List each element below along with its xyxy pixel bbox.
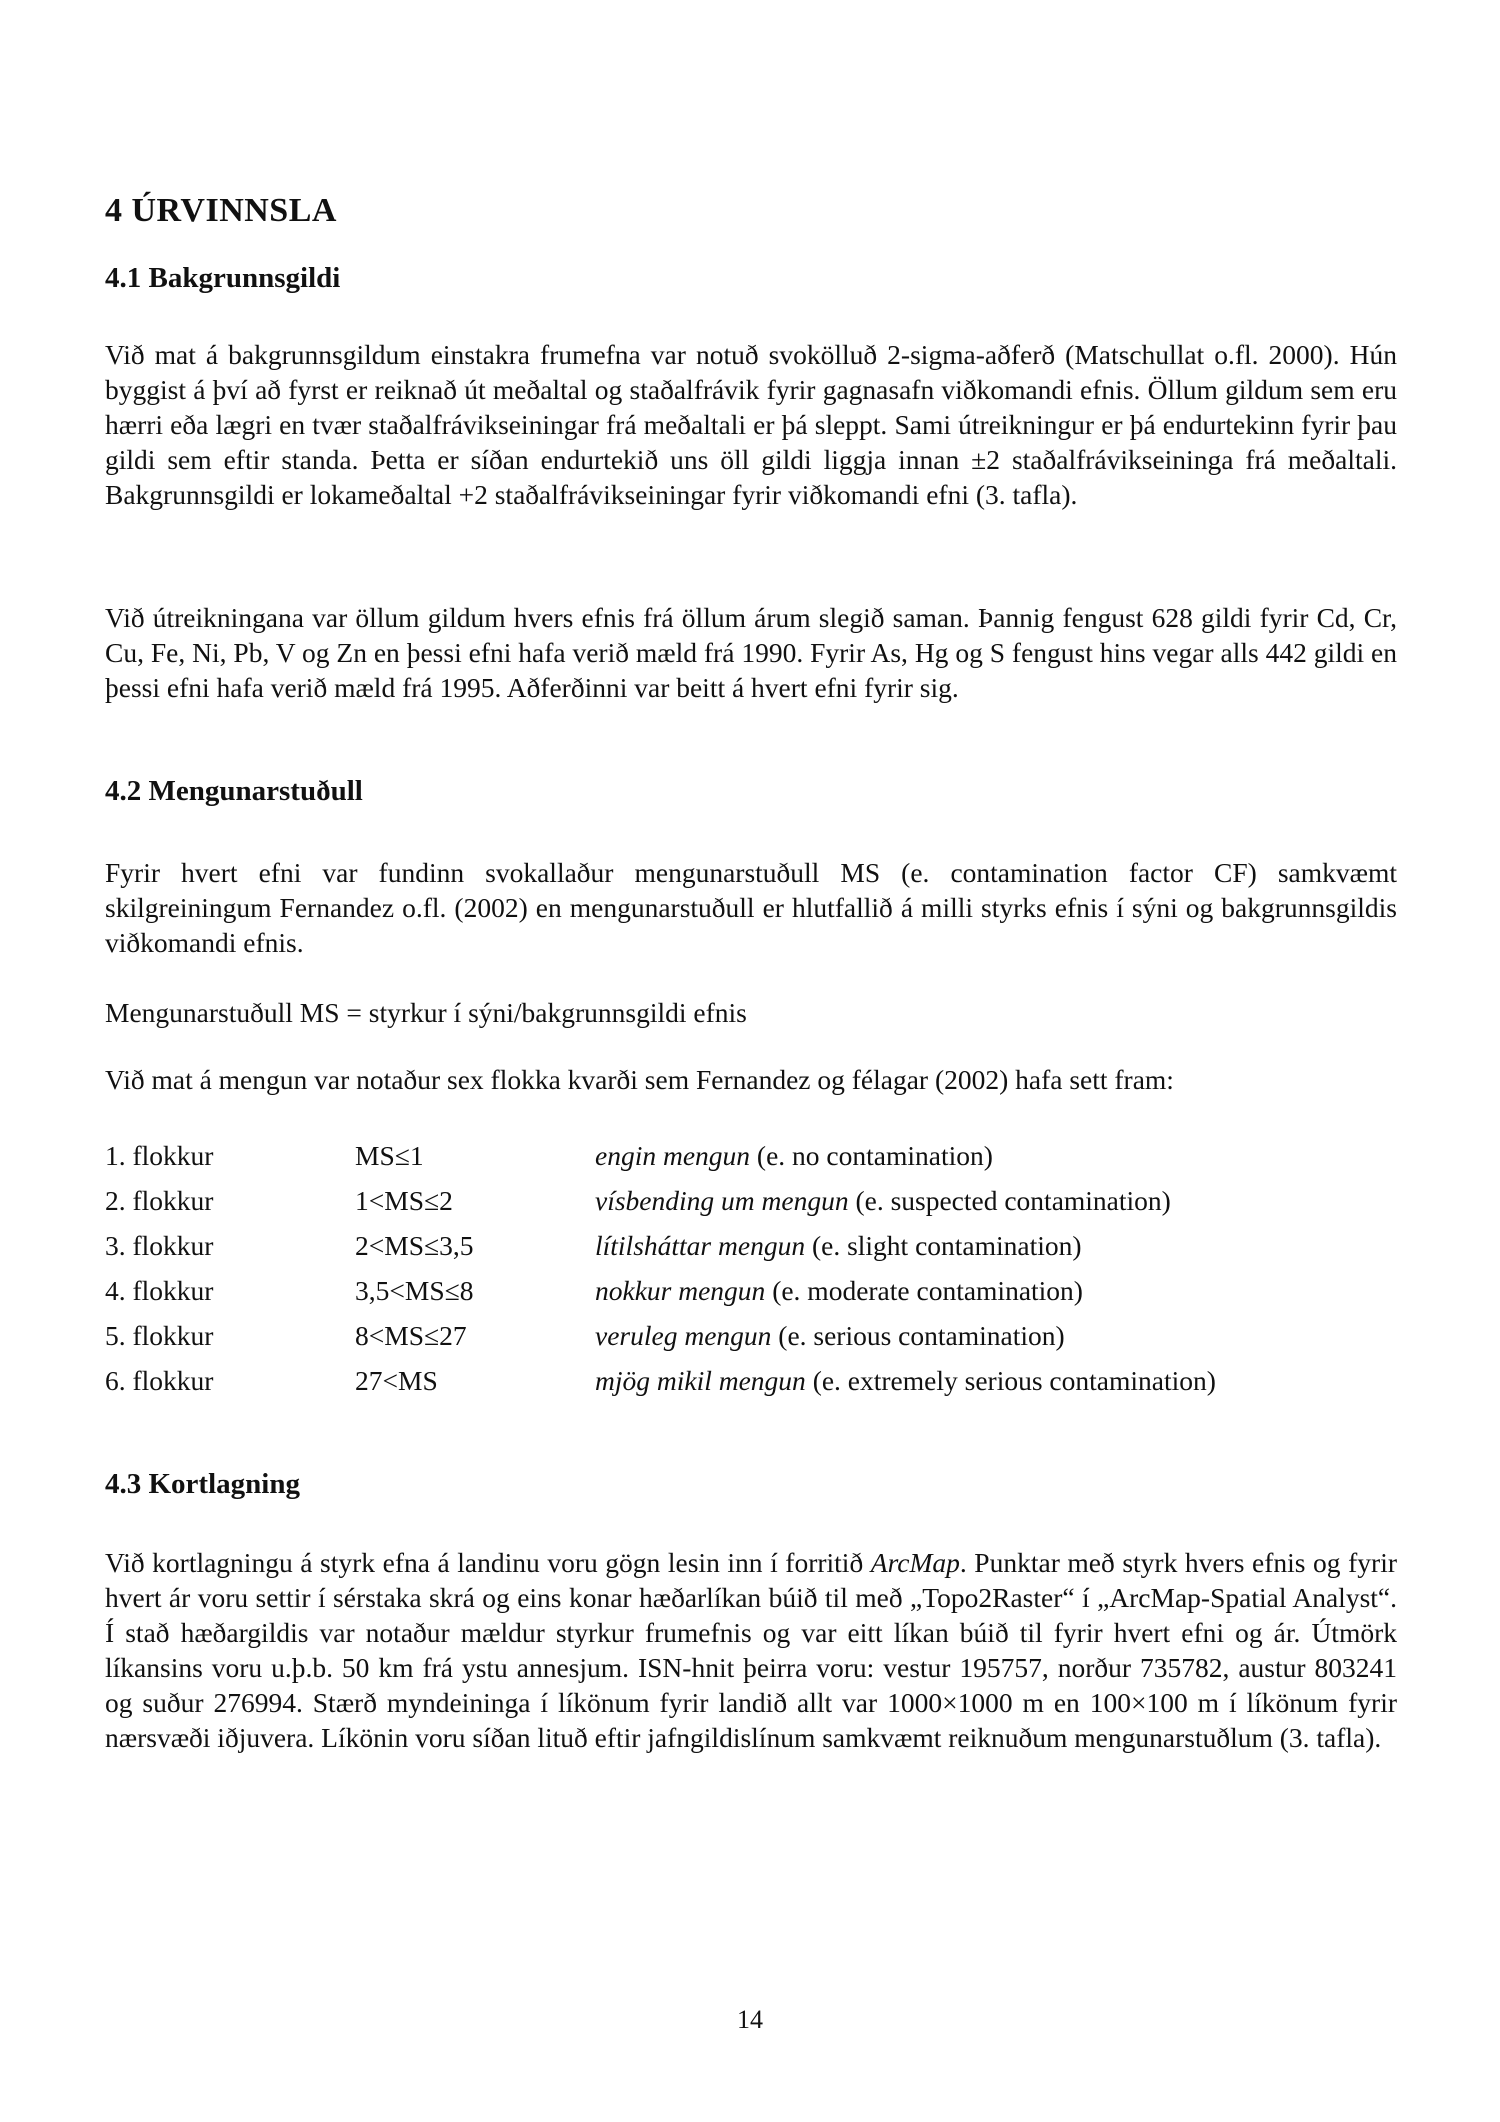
class-label-icelandic: veruleg mengun	[595, 1320, 772, 1351]
section-heading-kortlagning: 4.3 Kortlagning	[105, 1468, 300, 1500]
page-number: 14	[737, 2005, 763, 2034]
paragraph-bakgrunnsgildi-2: Við útreikningana var öllum gildum hvers efnis frá öllum árum slegið saman. Þannig fengust 628 gildi fyrir Cd, Cr, Cu, Fe, Ni, Pb, V og Zn en þessi efni hafa verið mæld frá 1990. Fyrir As, Hg og S fengust hins vegar alls 442 gildi en þessi efni hafa verið mæld frá 1995. Aðferðinni var beitt á hvert efni fyrir sig.	[105, 602, 1397, 703]
classification-row	[105, 1320, 1397, 1365]
class-range: 27<MS	[355, 1365, 438, 1396]
class-description	[595, 1230, 1082, 1262]
kortlagning-text-before-arcmap: Við kortlagningu á styrk efna á landinu voru gögn lesin inn í forritið	[105, 1547, 871, 1578]
classification-row	[105, 1275, 1397, 1320]
classification-row	[105, 1140, 1397, 1185]
main-heading: 4 ÚRVINNSLA	[105, 192, 337, 229]
class-description	[595, 1185, 1171, 1217]
class-number: 5. flokkur	[105, 1320, 214, 1351]
class-label-english: (e. moderate contamination)	[772, 1275, 1083, 1306]
section-heading-bakgrunnsgildi: 4.1 Bakgrunnsgildi	[105, 262, 341, 294]
class-label-english: (e. no contamination)	[756, 1140, 993, 1171]
class-description	[595, 1365, 1216, 1397]
class-label-english: (e. slight contamination)	[811, 1230, 1082, 1261]
class-number: 2. flokkur	[105, 1185, 214, 1216]
scale-intro: Við mat á mengun var notaður sex flokka kvarði sem Fernandez og félagar (2002) hafa sett fram:	[105, 1064, 1174, 1095]
paragraph-mengunarstudull: Fyrir hvert efni var fundinn svokallaður mengunarstuðull MS (e. contamination factor CF) samkvæmt skilgreiningum Fernandez o.fl. (2002) en mengunarstuðull er hlutfallið á milli styrks efnis í sýni og bakgrunnsgildis viðkomandi efnis.	[105, 857, 1397, 958]
class-number: 4. flokkur	[105, 1275, 214, 1306]
class-label-icelandic: mjög mikil mengun	[595, 1365, 806, 1396]
class-description	[595, 1140, 993, 1172]
class-number: 6. flokkur	[105, 1365, 214, 1396]
class-description	[595, 1320, 1065, 1352]
paragraph-kortlagning	[105, 1545, 1397, 1755]
class-label-english: (e. suspected contamination)	[855, 1185, 1171, 1216]
class-label-icelandic: lítilsháttar mengun	[595, 1230, 806, 1261]
arcmap-program-name: ArcMap	[870, 1547, 960, 1578]
classification-row	[105, 1365, 1397, 1410]
class-label-icelandic: nokkur mengun	[595, 1275, 766, 1306]
class-range: 1<MS≤2	[355, 1185, 453, 1216]
class-label-icelandic: vísbending um mengun	[595, 1185, 849, 1216]
class-label-icelandic: engin mengun	[595, 1140, 751, 1171]
class-range: 3,5<MS≤8	[355, 1275, 474, 1306]
formula-mengunarstudull: Mengunarstuðull MS = styrkur í sýni/bakgrunnsgildi efnis	[105, 997, 747, 1028]
kortlagning-text-after-arcmap: . Punktar með styrk hvers efnis og fyrir hvert ár voru settir í sérstaka skrá og eins konar hæðarlíkan búið til með „Topo2Raster“ í „ArcMap-Spatial Analyst“. Í stað hæðargildis var notaður mældur styrkur frumefnis og var eitt líkan búið til fyrir hvert efni og ár. Útmörk líkansins voru u.þ.b. 50 km frá ystu annesjum. ISN-hnit þeirra voru: vestur 195757, norður 735782, austur 803241 og suður 276994. Stærð myndeininga í líkönum fyrir landið allt var 1000×1000 m en 100×100 m í líkönum fyrir nærsvæði iðjuvera. Líkönin voru síðan lituð eftir jafngildislínum samkvæmt reiknuðum mengunarstuðlum (3. tafla).	[105, 1547, 1397, 1753]
class-range: 2<MS≤3,5	[355, 1230, 474, 1261]
class-number: 1. flokkur	[105, 1140, 214, 1171]
class-number: 3. flokkur	[105, 1230, 214, 1261]
class-label-english: (e. serious contamination)	[778, 1320, 1065, 1351]
class-label-english: (e. extremely serious contamination)	[812, 1365, 1216, 1396]
class-range: MS≤1	[355, 1140, 424, 1171]
section-heading-mengunarstudull: 4.2 Mengunarstuðull	[105, 775, 363, 807]
classification-row	[105, 1230, 1397, 1275]
classification-table	[105, 1140, 1397, 1410]
class-description	[595, 1275, 1083, 1307]
paragraph-bakgrunnsgildi-1: Við mat á bakgrunnsgildum einstakra frumefna var notuð svokölluð 2-sigma-aðferð (Matschullat o.fl. 2000). Hún byggist á því að fyrst er reiknað út meðaltal og staðalfrávik fyrir gagnasafn viðkomandi efnis. Öllum gildum sem eru hærri eða lægri en tvær staðalfrávikseiningar frá meðaltali er þá sleppt. Sami útreikningur er þá endurtekinn fyrir þau gildi sem eftir standa. Þetta er síðan endurtekið uns öll gildi liggja innan ±2 staðalfrávikseininga frá meðaltali. Bakgrunnsgildi er lokameðaltal +2 staðalfrávikseiningar fyrir viðkomandi efni (3. tafla).	[105, 339, 1397, 510]
classification-row	[105, 1185, 1397, 1230]
class-range: 8<MS≤27	[355, 1320, 467, 1351]
